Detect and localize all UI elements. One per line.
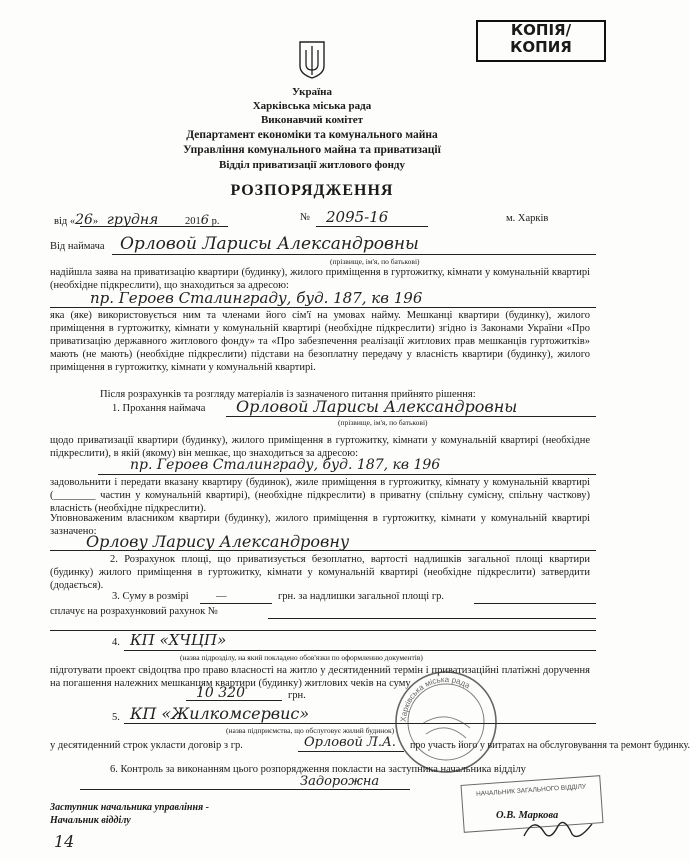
item4-value: КП «ХЧЦП» — [130, 631, 227, 649]
paragraph-transfer: задовольнити і передати вказану квартиру (будинок), жиле приміщення в гуртожитку, кімнату у комунальній квартирі (________ частин у комунальній квартирі), (необхідне підкреслити) в приватну (спільну сумісну, спільну часткову) власність (необхідне підкреслити). — [50, 477, 590, 514]
order-date: від «26» грудня 2016 р. — [54, 212, 220, 228]
footer-position-1: Заступник начальника управління - — [50, 802, 210, 813]
address-handwritten: пр. Героев Сталинграду, буд. 187, кв 196 — [90, 289, 423, 307]
item5-value: КП «Жилкомсервис» — [130, 704, 310, 723]
item6-signature: Задорожна — [300, 774, 380, 789]
paragraph-contract-name: Орловой Л.А. — [304, 735, 396, 750]
coat-of-arms-icon — [298, 40, 326, 80]
item2-calculation: 2. Розрахунок площі, що приватизується безоплатно, вартості надлишків загальної площі квартири (будинку) жилого приміщення в гуртожитку, кімнати у комунальній квартирі (необхідне підкреслити) затвердити (додається). — [50, 554, 590, 591]
header-department: Департамент економіки та комунального майна — [186, 129, 438, 141]
header-committee: Виконавчий комітет — [260, 114, 364, 126]
header-division: Відділ приватизації житлового фонду — [218, 159, 405, 171]
item4-label: 4. — [112, 637, 120, 648]
employer-name: Орловой Ларисы Александровны — [120, 234, 419, 254]
seal-text: Харківська міська рада — [398, 674, 472, 723]
order-city: м. Харків — [506, 213, 549, 224]
round-seal-icon — [392, 668, 500, 776]
date-year-prefix: 201 — [184, 216, 201, 227]
paragraph-contract-b: про участь його у витратах на обслуговування та ремонт будинку. — [410, 740, 690, 751]
item5-label: 5. — [112, 712, 120, 723]
date-prefix: від « — [54, 216, 76, 227]
order-number-label: № — [300, 212, 311, 223]
item5-hint: (назва підприємства, що обслуговує жилий будинок) — [226, 726, 395, 735]
item3-text: грн. за надлишки загальної площі гр. — [278, 591, 444, 602]
header-administration: Управління комунального майна та приватизації — [183, 144, 441, 156]
item3-amount: — — [216, 591, 227, 602]
item3-payment: сплачує на розрахунковий рахунок № — [50, 606, 218, 617]
document-title: РОЗПОРЯДЖЕННЯ — [230, 182, 394, 199]
owner-handwritten: Орлову Ларису Александровну — [86, 532, 350, 551]
paragraph-owner: Уповноваженим власником квартири (будинку), жилого приміщення в гуртожитку, кімнати у комунальній квартирі зазначено: — [50, 513, 590, 537]
signature-icon — [520, 812, 596, 846]
copy-stamp-line-2: КОПИЯ — [510, 38, 572, 56]
employer-label: Від наймача — [50, 241, 105, 252]
paragraph-contract-a: у десятиденний строк укласти договір з гр. — [50, 740, 243, 751]
svg-text:Харківська міська рада — [399, 675, 472, 722]
footer-margin-number: 14 — [54, 832, 75, 851]
date-year-suffix: 6 — [200, 213, 209, 228]
paragraph-decision: Після розрахунків та розгляду матеріалів із зазначеного питання прийнято рішення: — [100, 389, 476, 400]
item1-name: Орловой Ларисы Александровны — [236, 397, 518, 416]
footer-name: О.В. Маркова — [496, 810, 559, 821]
paragraph-certificate: підготувати проект свідоцтва про право власності на житло у десятиденний термін і приватизаційні платіжні доручення на погашення належних мешканцям квартири (будинку) житлових чеків на суму — [50, 665, 590, 689]
copy-stamp-line-1: КОПІЯ/ — [510, 21, 572, 39]
copy-stamp — [476, 20, 606, 62]
item4-hint: (назва підрозділу, на який покладено обов'язки по оформленню документів) — [180, 653, 423, 662]
checks-amount: 10 320 — [196, 685, 245, 701]
item1-hint: (прізвище, ім'я, по батькові) — [338, 418, 428, 427]
item3-label: 3. Суму в розмірі — [112, 591, 189, 602]
header-council: Харківська міська рада — [252, 100, 372, 112]
item6-control: 6. Контроль за виконанням цього розпорядження покласти на заступника начальника відділу — [110, 764, 526, 775]
date-day: 26 — [75, 212, 93, 228]
header-country: Україна — [291, 86, 333, 98]
checks-currency: грн. — [288, 690, 306, 701]
employer-hint: (прізвище, ім'я, по батькові) — [330, 257, 420, 266]
order-number: 2095-16 — [326, 208, 389, 226]
rect-stamp-text: НАЧАЛЬНИК ЗАГАЛЬНОГО ВІДДІЛУ — [475, 783, 587, 798]
paragraph-conditions: яка (яке) використовується ним та членами його сім'ї на умовах найму. Мешканці квартири (будинку), жилого приміщення в гуртожитку, кімнати у комунальній квартирі (необхідне підкреслити) згідно із Законами України «Про приватизацію державного житлового фонду» та «Про забезпечення реалізації житлових прав мешканців гуртожитків» мають (не мають) (необхідне підкреслити) підстави на безоплатну передачу у власність квартири (будинку), жилого приміщення в гуртожитку, кімнати у комунальній квартирі. — [50, 310, 590, 373]
item1-label: 1. Прохання наймача — [112, 403, 206, 414]
item1-address: пр. Героев Сталинграду, буд. 187, кв 196 — [130, 457, 441, 473]
footer-position-2: Начальник відділу — [50, 815, 131, 826]
paragraph-application: надійшла заява на приватизацію квартири (будинку), жилого приміщення в гуртожитку, кімнати у комунальній квартирі (необхідне підкреслити), що знаходиться за адресою: — [50, 267, 590, 291]
date-year-label: р. — [211, 216, 220, 227]
date-month: грудня — [106, 212, 159, 228]
paragraph-privatization: щодо приватизації квартири (будинку), жилого приміщення в гуртожитку, кімнати у комунальній квартирі (необхідне підкреслити), в якій (якому) він мешкає, що знаходиться за адресою: — [50, 435, 590, 459]
